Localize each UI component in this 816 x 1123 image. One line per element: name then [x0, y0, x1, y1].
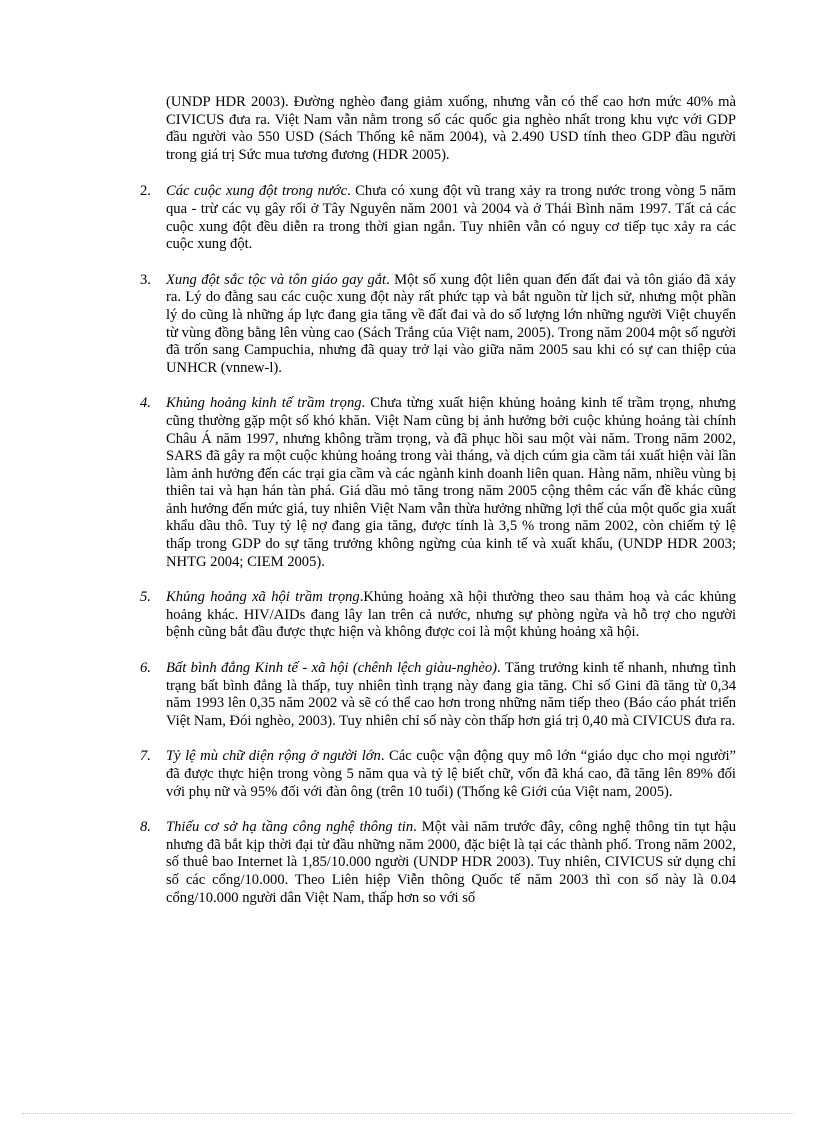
list-item-text: . Các cuộc vận động quy mô lớn “giáo dục cho mọi người” đã được thực hiện trong vòng 5 năm qua và tỷ lệ biết chữ, vốn đã khá cao, đã tăng lên 89% đối với phụ nữ và 95% đối với đàn ông (trên 10 tuổi) (Thống kê Giới của Việt nam, 2005). — [166, 748, 736, 800]
list-item-text: . Chưa từng xuất hiện khủng hoảng kinh tế trầm trọng, nhưng cũng thường gặp một số khó khăn. Việt Nam cũng bị ảnh hưởng bởi cuộc khủng hoảng tài chính Châu Á năm 1997, nhưng không trầm trọng, và đã phục hồi sau một vài năm. Trong năm 2002, SARS đã gây ra một cuộc khủng hoảng trong vài tháng, và dịch cúm gia cầm tái xuất hiện vài lần làm ảnh hưởng đến các trại gia cầm và các ngành kinh doanh liên quan. Hàng năm, nhiều vùng bị thiên tai và hạn hán tàn phá. Giá dầu mỏ tăng trong năm 2005 cộng thêm các vấn đề khác cũng ảnh hưởng đến mức giá, tuy nhiên Việt Nam vẫn thừa hưởng những lợi thế của một quốc gia xuất khẩu dầu thô. Tuy tỷ lệ nợ đang gia tăng, được tính là 3,5 % trong năm 2002, còn chiếm tỷ lệ thấp trong GDP do sự tăng trưởng không ngừng của kinh tế và xuất khẩu, (UNDP HDR 2003; NHTG 2004; CIEM 2005). — [166, 395, 736, 570]
list-number: 3. — [140, 271, 151, 288]
list-item-4 — [140, 395, 736, 571]
list-number: 7. — [140, 748, 151, 765]
list-item-3 — [140, 272, 736, 378]
list-item-text: . Một vài năm trước đây, công nghệ thông tin tụt hậu nhưng đã bắt kịp thời đại từ đầu những năm 2000, đặc biệt là tại các thành phố. Trong năm 2002, số thuê bao Internet là 1,85/10.000 người (UNDP HDR 2003). Tuy nhiên, CIVICUS sử dụng chỉ số các cổng/10.000. Theo Liên hiệp Viễn thông Quốc tế năm 2003 thì con số này là 0.04 cổng/10.000 người dân Việt Nam, thấp hơn so với số — [166, 819, 737, 906]
document-body — [140, 94, 736, 925]
list-item-text: . Một số xung đột liên quan đến đất đai và tôn giáo đã xảy ra. Lý do đằng sau các cuộc xung đột này rất phức tạp và bắt nguồn từ lịch sử, nhưng một phần lý do cũng là những áp lực đang gia tăng về đất đai và do số lượng lớn những người Việt chuyển từ vùng đồng bằng lên vùng cao (Sách Trắng của Việt nam, 2005). Trong năm 2004 một số người đã trốn sang Campuchia, nhưng đã quay trở lại vào giữa năm 2005 sau khi có sự can thiệp của UNHCR (vnnew-l). — [166, 271, 736, 376]
list-number: 6. — [140, 660, 151, 677]
list-number: 8. — [140, 819, 151, 836]
list-item-title: Khủng hoảng kinh tế trầm trọng — [166, 395, 362, 412]
list-item-text: .Khủng hoảng xã hội thường theo sau thảm hoạ và các khủng hoảng khác. HIV/AIDs đang lây lan trên cả nước, nhưng sự phòng ngừa và hỗ trợ cho người bệnh cũng bắt đầu được thực hiện và không được coi là một khủng hoảng xã hội. — [166, 589, 736, 641]
list-number: 2. — [140, 183, 151, 200]
list-item-text: . Chưa có xung đột vũ trang xảy ra trong nước trong vòng 5 năm qua - trừ các vụ gây rối ở Tây Nguyên năm 2001 và 2004 và ở Thái Bình năm 1997. Tất cả các cuộc xung đột đều diễn ra trong thời gian ngắn. Tuy nhiên vẫn có nguy cơ tiếp tục xảy ra các cuộc xung đột. — [166, 183, 736, 253]
intro-text: (UNDP HDR 2003). Đường nghèo đang giảm xuống, nhưng vẫn có thể cao hơn mức 40% mà CIVICUS đưa ra. Việt Nam vẫn nằm trong số các quốc gia nghèo nhất trong khu vực với GDP đầu người vào 550 USD (Sách Thống kê năm 2004), và 2.490 USD tính theo GDP đầu người trong giá trị Sức mua tương đương (HDR 2005). — [166, 94, 736, 163]
list-number: 4. — [140, 395, 151, 412]
list-item-title: Các cuộc xung đột trong nước — [166, 183, 348, 200]
list-item-2 — [140, 183, 736, 253]
list-item-title: Tỷ lệ mù chữ diện rộng ở người lớn — [166, 748, 381, 765]
list-item-text: . Tăng trưởng kinh tế nhanh, nhưng tình trạng bất bình đẳng là thấp, tuy nhiên tình trạng này đang gia tăng. Chỉ số Gini đã tăng từ 0,34 năm 1993 lên 0,35 năm 2002 và sẽ có thể cao hơn trong những năm tiếp theo (Báo cáo phát triển Việt Nam, Đói nghèo, 2003). Tuy nhiên chỉ số này còn thấp hơn giá trị 0,40 mà CIVICUS đưa ra. — [166, 660, 737, 729]
list-item-8 — [140, 819, 736, 907]
list-item-7 — [140, 748, 736, 801]
list-item-title: Xung đột sắc tộc và tôn giáo gay gắt — [166, 271, 387, 288]
list-item-title: Khủng hoảng xã hội trầm trọng — [166, 589, 360, 606]
list-item-5 — [140, 589, 736, 642]
intro-paragraph — [140, 94, 736, 164]
list-item-6 — [140, 660, 736, 730]
list-item-title: Bất bình đẳng Kinh tế - xã hội (chênh lệch giàu-nghèo) — [166, 660, 498, 677]
list-item-title: Thiếu cơ sở hạ tầng công nghệ thông tin — [166, 819, 414, 836]
list-number: 5. — [140, 589, 151, 606]
page-bottom-divider — [22, 1113, 794, 1114]
